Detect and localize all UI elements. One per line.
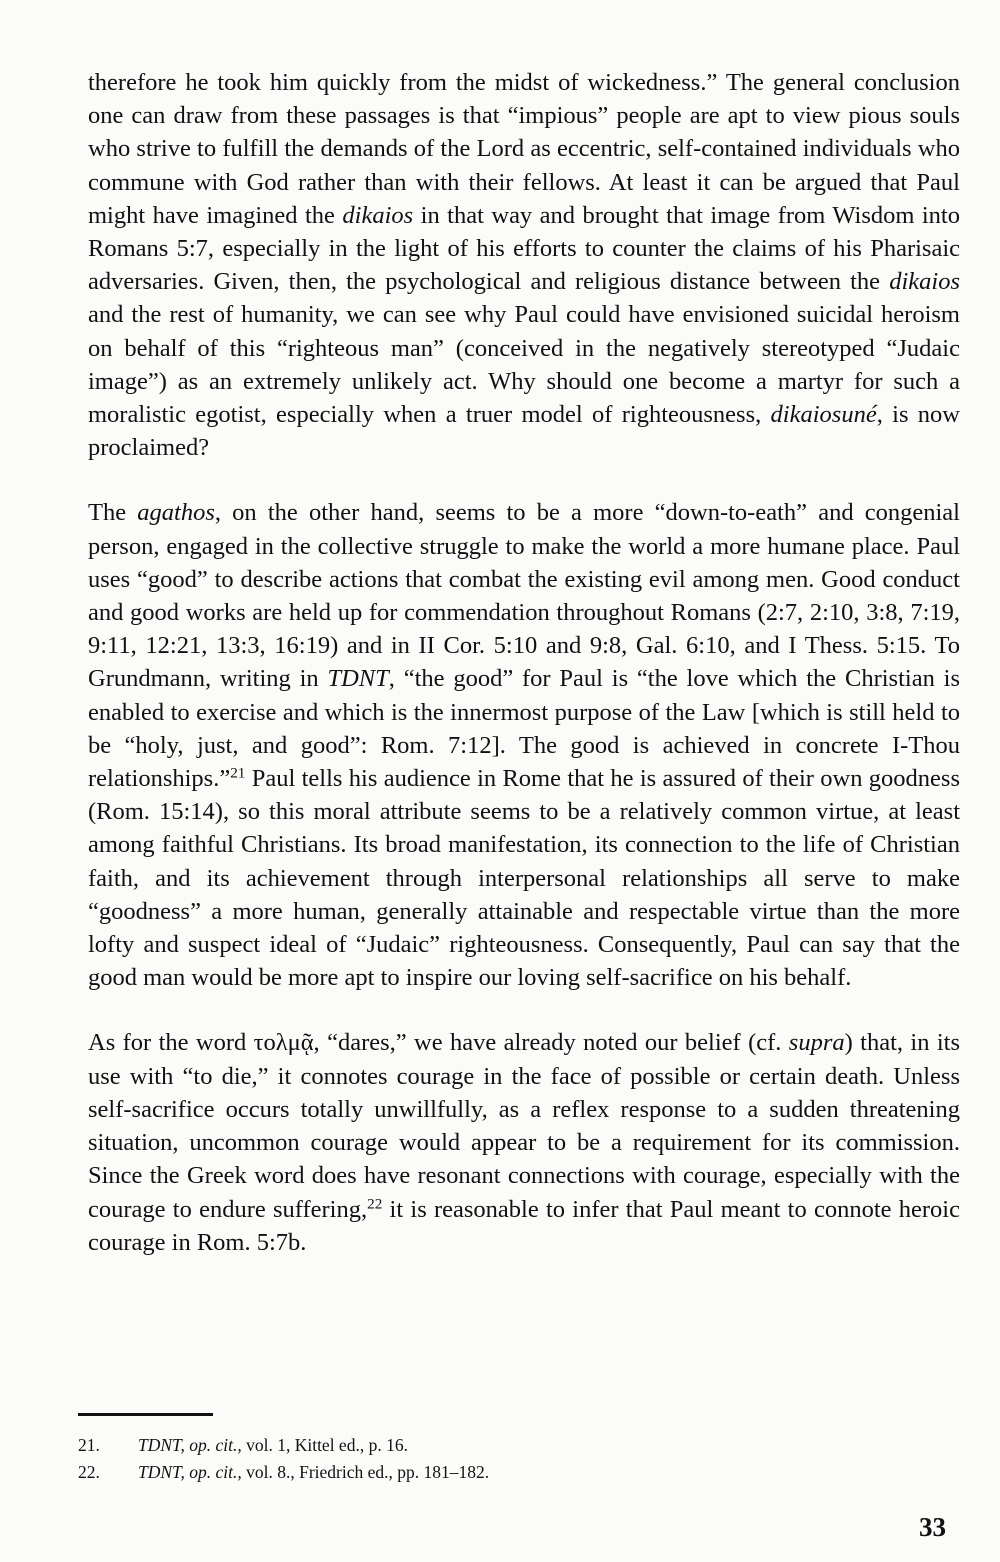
text-run: , on the other hand, seems to be a more “down-to-eath” and congenial person, engaged in the collective struggle to make the world a more humane place. Paul uses “good” to describe actions that combat the existing evil among men. Good conduct and good works are held up for commendation throughout Romans (2:7, 2:10, 3:8, 7:19, 9:11, 12:21, 13:3, 16:19) and in II Cor. 5:10 and 9:8, Gal. 6:10, and I Thess. 5:15. To Grundmann, writing in xyxy=(88,499,960,693)
italic-text: TDNT, op. cit., xyxy=(138,1462,242,1482)
italic-text: agathos xyxy=(137,499,215,527)
text-run: vol. 1, Kittel ed., p. 16. xyxy=(241,1435,408,1455)
text-run: therefore he took him quickly from the midst of wickedness.” The general conclusion one can draw from these passages is that “impious” people are apt to view pious souls who strive to fulfill the demands of the Lord as eccentric, self-contained individuals who commune with God rather than with their fellows. At least it can be argued that Paul might have imagined the xyxy=(88,69,960,229)
italic-text: dikaios xyxy=(342,201,414,229)
text-run: As for the word τολμᾷ, “dares,” we have already noted our belief (cf. xyxy=(88,1029,789,1057)
footnote-number: 22. xyxy=(78,1462,100,1482)
footnote-text xyxy=(138,1432,408,1459)
italic-text: TDNT, op. cit., xyxy=(138,1435,242,1455)
text-run: ) that, in its use with “to die,” it connotes courage in the face of possible or certain death. Unless self-sacrifice occurs totally unwillfully, as a reflex response to a sudden threatening situation, uncommon courage would appear to be a requirement for its commission. Since the Greek word does have resonant connections with courage, especially with the courage to endure suffering, xyxy=(88,1029,961,1223)
text-run: , is now proclaimed? xyxy=(88,401,960,462)
italic-text: dikaios xyxy=(889,268,960,296)
text-run: and the rest of humanity, we can see why Paul could have envisioned suicidal heroism on behalf of this “righteous man” (conceived in the negatively stereotyped “Judaic image”) as an extremely unlikely act. Why should one become a martyr for such a moralistic egotist, especially when a truer model of righteousness, xyxy=(88,301,960,429)
text-run: in that way and brought that image from Wisdom into Romans 5:7, especially in the light of his efforts to counter the claims of his Pharisaic adversaries. Given, then, the psychological and religious distance between the xyxy=(88,201,960,296)
page-number: 33 xyxy=(919,1512,946,1542)
text-run: vol. 8., Friedrich ed., pp. 181–182. xyxy=(241,1462,490,1482)
body-text xyxy=(88,66,960,1259)
footnote-number: 21. xyxy=(78,1435,100,1455)
paragraph-2 xyxy=(88,496,960,994)
text-run: Paul tells his audience in Rome that he is assured of their own goodness (Rom. 15:14), so this moral attribute seems to be a relatively common virtue, at least among faithful Christians. Its broad manifestation, its connection to the life of Christian faith, and its achievement through interpersonal relationships all serve to make “goodness” a more human, generally attainable and respectable virtue than the more lofty and suspect ideal of “Judaic” righteousness. Consequently, Paul can say that the good man would be more apt to inspire our loving self-sacrifice on his behalf. xyxy=(88,765,960,992)
footnote-21 xyxy=(78,1432,778,1459)
footnote-22 xyxy=(78,1459,778,1486)
paragraph-3 xyxy=(88,1026,960,1258)
italic-text: supra xyxy=(788,1029,845,1057)
text-run: , “the good” for Paul is “the love which the Christian is enabled to exercise and which is the innermost purpose of the Law [which is still held to be “holy, just, and good”: Rom. 7:12]. The good is achieved in concrete I-Thou relationships.” xyxy=(88,665,960,793)
footnote-ref: 22 xyxy=(367,1195,383,1213)
footnote-divider xyxy=(78,1413,213,1416)
paragraph-1 xyxy=(88,66,960,464)
footnote-text xyxy=(138,1459,489,1486)
text-run: The xyxy=(88,499,138,527)
text-run: it is reasonable to infer that Paul meant to connote heroic courage in Rom. 5:7b. xyxy=(88,1195,960,1256)
italic-text: dikaiosuné xyxy=(770,401,877,429)
footnotes xyxy=(78,1432,778,1486)
italic-text: TDNT xyxy=(327,665,389,693)
footnote-ref: 21 xyxy=(230,764,246,782)
